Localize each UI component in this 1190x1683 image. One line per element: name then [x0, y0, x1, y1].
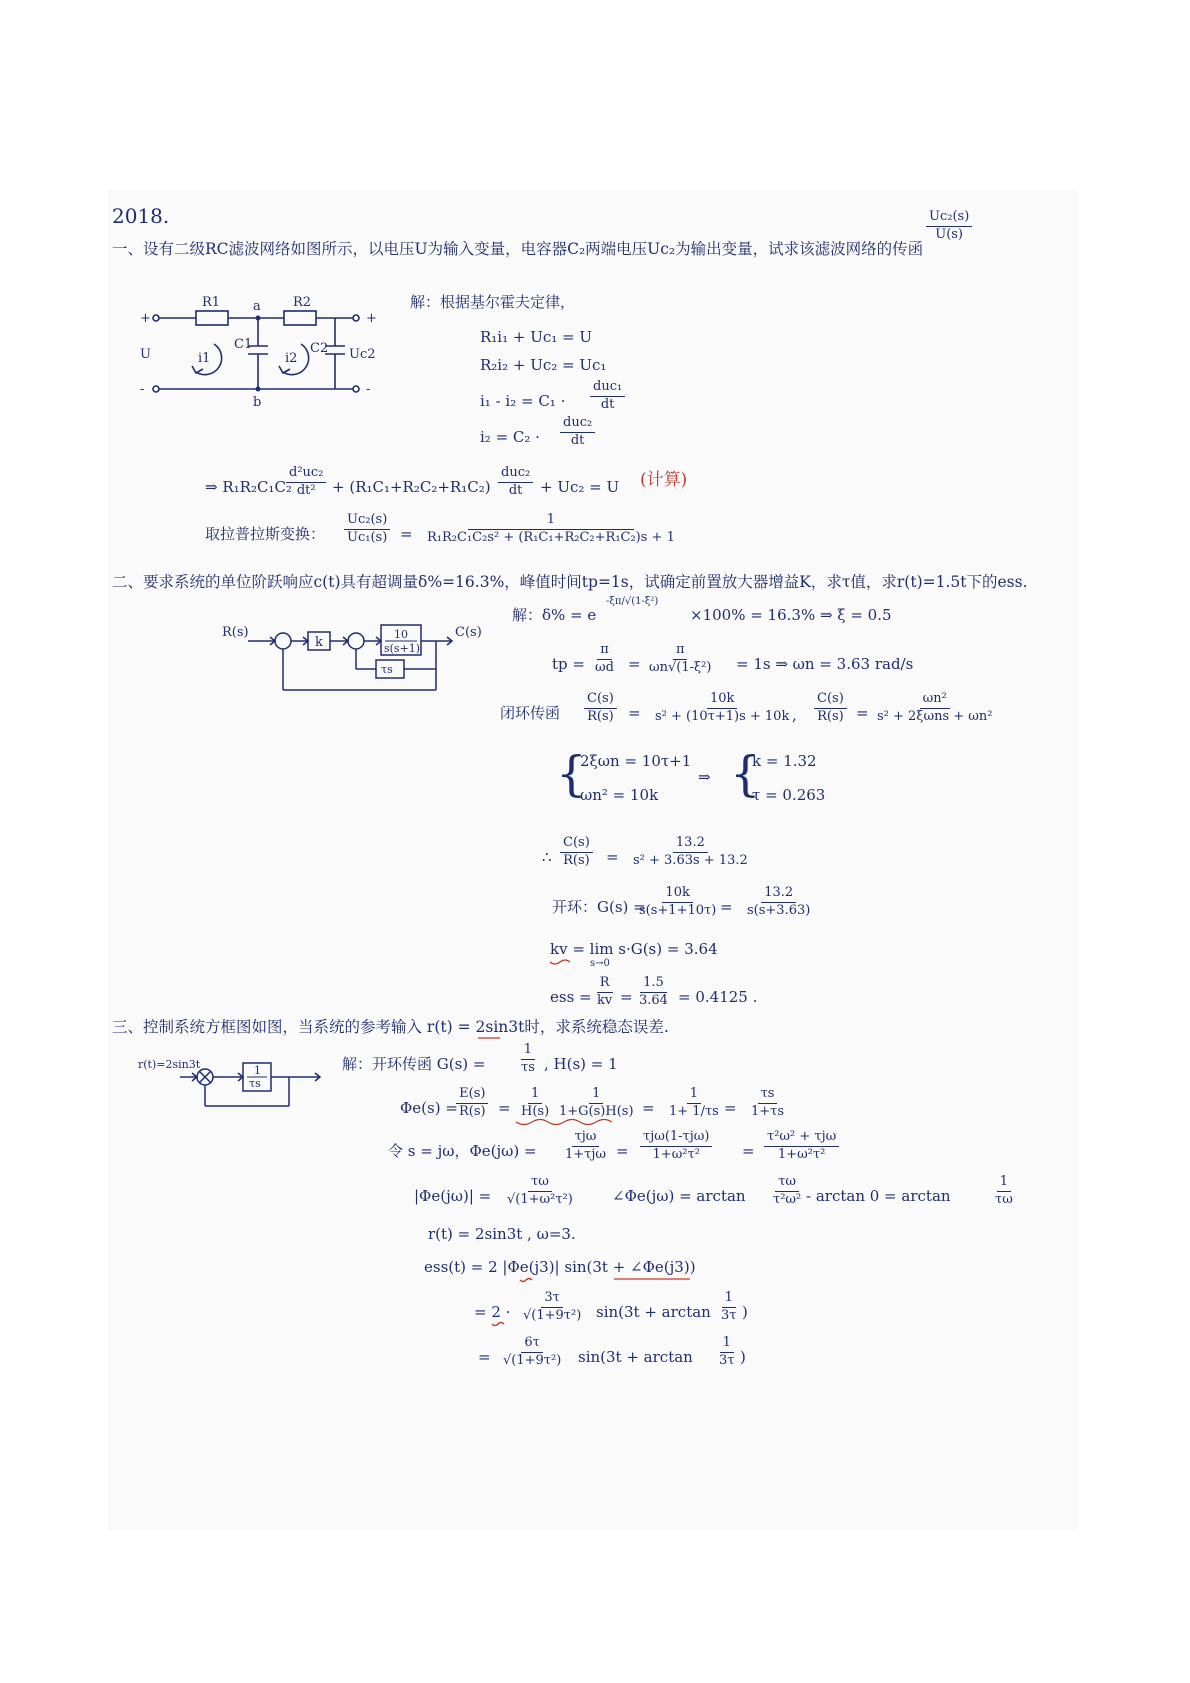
node-b: b — [253, 395, 262, 410]
q2-gain-k: k — [315, 635, 323, 650]
q3-plant-num: 1 — [254, 1064, 261, 1077]
q2-tp-pre: tp = — [552, 655, 585, 673]
q3-plant-den: τs — [249, 1077, 261, 1090]
q2-tp-eq: = — [628, 655, 641, 673]
q2-s1-pre: 解：δ% = e — [512, 606, 597, 624]
q1-eq3: i₁ - i₂ = C₁ · — [480, 392, 566, 410]
q3-rt-line: r(t) = 2sin3t , ω=3. — [428, 1225, 576, 1243]
q3-input-r: r(t)=2sin3t — [138, 1058, 201, 1071]
q3-es2-close: ) — [742, 1303, 748, 1321]
q3-pe-frac5: τs 1+τs — [751, 1086, 785, 1119]
q3-es3-close: ) — [740, 1348, 746, 1366]
q3-pe-pre: Φe(s) = — [400, 1099, 458, 1117]
q2-ol-frac2: 13.2 s(s+3.63) — [747, 885, 811, 918]
q1-question: 一、设有二级RC滤波网络如图所示，以电压U为输入变量，电容器C₂两端电压Uc₂为输出变量，试求该滤波网络的传函 — [112, 240, 924, 258]
q3-pe-frac3: 1 1+G(s)H(s) — [559, 1086, 634, 1119]
q2-s1-post: ×100% = 16.3% ⇒ ξ = 0.5 — [690, 606, 892, 624]
q3-angle-pre: ∠Φe(jω) = arctan — [612, 1187, 746, 1205]
q1-laplace-rhs: 1 R₁R₂C₁C₂s² + (R₁C₁+R₂C₂+R₁C₂)s + 1 — [427, 512, 675, 545]
q2-s1-exp: -ξπ/√(1-ξ²) — [606, 596, 659, 607]
q2-th-frac2: 13.2 s² + 3.63s + 13.2 — [633, 835, 748, 868]
q3-es2-pre: = 2 · — [474, 1303, 511, 1321]
q2-result-brace: { — [730, 746, 761, 802]
q3-es3-post: sin(3t + arctan — [578, 1348, 693, 1366]
q3-es3-frac2: 1 3τ — [719, 1335, 735, 1368]
q2-ol-eq: = — [720, 898, 733, 916]
q3-angle-frac1: τω τ²ω² — [773, 1174, 802, 1207]
q3-mag-pre: |Φe(jω)| = — [414, 1187, 492, 1205]
label-r1: R1 — [202, 295, 221, 310]
q3-pe-eq3: = — [724, 1099, 737, 1117]
q1-laplace-lhs: Uc₂(s) Uc₁(s) — [344, 513, 390, 546]
year-heading: 2018. — [112, 204, 170, 228]
q2-feedback-block: τs — [381, 663, 393, 676]
q1-result-post: + Uc₂ = U — [540, 478, 620, 496]
node-a: a — [253, 299, 261, 314]
q1-tf-target: Uc₂(s) U(s) — [926, 210, 972, 243]
q3-s1-post: , H(s) = 1 — [544, 1055, 618, 1073]
q2-cl-comma: , — [792, 706, 797, 724]
circuit-minus-out: - — [366, 382, 371, 397]
q2-plant-den: s(s+1) — [384, 642, 421, 655]
q1-laplace-eq: = — [400, 525, 413, 543]
q3-jw-pre: 令 s = jω，Φe(jω) = — [388, 1142, 537, 1160]
q2-tau-value: τ = 0.263 — [752, 786, 826, 804]
q2-cl-eq2: = — [856, 704, 869, 722]
q1-result-mid: + (R₁C₁+R₂C₂+R₁C₂) — [332, 478, 491, 496]
label-c2: C2 — [310, 341, 329, 356]
q1-eq4-frac: duc₂ dt — [560, 416, 595, 449]
q2-cl-frac3: C(s) R(s) — [814, 692, 847, 725]
q2-plant-num: 10 — [394, 628, 408, 641]
q3-angle-post: - arctan 0 = arctan — [806, 1187, 951, 1205]
q2-tp-frac2: π ωn√(1-ξ²) — [649, 642, 712, 675]
q1-eq2: R₂i₂ + Uc₂ = Uc₁ — [480, 356, 607, 374]
q3-es2-post: sin(3t + arctan — [596, 1303, 711, 1321]
q2-cl-label: 闭环传函 — [500, 704, 561, 722]
q2-ess-pre: ess = — [550, 988, 592, 1006]
q3-jw-eq2: = — [742, 1142, 755, 1160]
q3-pe-frac4: 1 1+ 1/τs — [669, 1086, 719, 1119]
q1-solution-head: 解：根据基尔霍夫定律， — [410, 293, 576, 311]
q2-ess-frac1: R kv — [597, 975, 613, 1008]
q3-s1: 解：开环传函 G(s) = — [342, 1055, 486, 1073]
q2-kv-limit: s→0 — [590, 958, 610, 969]
circuit-plus-out: + — [366, 311, 377, 326]
q3-s1-frac: 1 τs — [521, 1042, 535, 1075]
q2-ess-frac2: 1.5 3.64 — [639, 975, 668, 1008]
q1-eq3-frac: duc₁ dt — [590, 380, 625, 413]
q2-sys2: ωn² = 10k — [580, 786, 659, 804]
q2-therefore: ∴ — [542, 848, 552, 866]
q3-jw-frac1: τjω 1+τjω — [565, 1129, 606, 1162]
q2-ess-post: = 0.4125 . — [678, 988, 758, 1006]
q1-result-frac2: duc₂ dt — [498, 466, 533, 499]
q3-es3-eq: = — [478, 1348, 491, 1366]
q2-th-frac1: C(s) R(s) — [560, 836, 593, 869]
q3-pe-eq2: = — [642, 1099, 655, 1117]
q2-cl-eq: = — [628, 704, 641, 722]
label-u: U — [140, 347, 151, 362]
q3-es3-frac1: 6τ √(1+9τ²) — [503, 1335, 562, 1368]
q1-eq1: R₁i₁ + Uc₁ = U — [480, 328, 593, 346]
q2-ol-pre: 开环：G(s) = — [552, 898, 646, 916]
q2-ess-eq: = — [620, 988, 633, 1006]
q3-pe-eq: = — [498, 1099, 511, 1117]
q3-jw-frac3: τ²ω² + τjω 1+ω²τ² — [764, 1130, 839, 1163]
q1-eq4: i₂ = C₂ · — [480, 428, 540, 446]
circuit-plus-in: + — [140, 311, 151, 326]
circuit-minus-in: - — [140, 382, 145, 397]
q1-result-pre: ⇒ R₁R₂C₁C₂ — [205, 478, 292, 496]
q1-result-frac1: d²uc₂ dt² — [286, 466, 326, 499]
q2-input-r: R(s) — [222, 625, 249, 640]
q2-cl-frac1: C(s) R(s) — [584, 692, 617, 725]
q3-pe-frac1: E(s) R(s) — [456, 1087, 489, 1120]
q2-k-value: k = 1.32 — [752, 752, 817, 770]
label-uc2: Uc2 — [349, 347, 376, 362]
label-i1: i1 — [198, 351, 211, 366]
label-c1: C1 — [234, 337, 253, 352]
q1-calc-note: (计算) — [640, 470, 688, 490]
q3-es-line: ess(t) = 2 |Φe(j3)| sin(3t + ∠Φe(j3)) — [424, 1258, 696, 1276]
q2-tp-post: = 1s ⇒ ωn = 3.63 rad/s — [736, 655, 914, 673]
q2-ol-frac1: 10k s(s+1+10τ) — [639, 885, 717, 918]
q3-jw-frac2: τjω(1-τjω) 1+ω²τ² — [640, 1130, 712, 1163]
q2-question: 二、要求系统的单位阶跃响应c(t)具有超调量δ%=16.3%，峰值时间tp=1s，试确定前置放大器增益K，求τ值，求r(t)=1.5t下的ess. — [112, 573, 1028, 591]
q3-jw-eq: = — [616, 1142, 629, 1160]
q2-system-brace: { — [556, 746, 587, 802]
q2-cl-frac4: ωn² s² + 2ξωns + ωn² — [877, 691, 993, 724]
q2-th-eq: = — [606, 848, 619, 866]
q3-es2-frac2: 1 3τ — [721, 1290, 737, 1323]
q3-angle-frac2: 1 τω — [995, 1174, 1013, 1207]
q2-sys-arrow: ⇒ — [698, 768, 711, 786]
q3-es2-frac1: 3τ √(1+9τ²) — [523, 1290, 582, 1323]
q2-cl-frac2: 10k s² + (10τ+1)s + 10k — [655, 691, 790, 724]
label-r2: R2 — [293, 295, 312, 310]
q1-laplace-label: 取拉普拉斯变换： — [205, 525, 326, 543]
q2-tp-frac1: π ωd — [595, 642, 614, 675]
q2-output-c: C(s) — [455, 625, 482, 640]
q3-pe-frac2: 1 H(s) — [521, 1086, 550, 1119]
label-i2: i2 — [285, 351, 298, 366]
q2-kv: kv = lim s·G(s) = 3.64 — [550, 940, 718, 958]
q3-question: 三、控制系统方框图如图，当系统的参考输入 r(t) = 2sin3t时，求系统稳态误差. — [112, 1018, 669, 1036]
q3-mag-frac: τω √(1+ω²τ²) — [507, 1174, 573, 1207]
q2-sys1: 2ξωn = 10τ+1 — [580, 752, 692, 770]
